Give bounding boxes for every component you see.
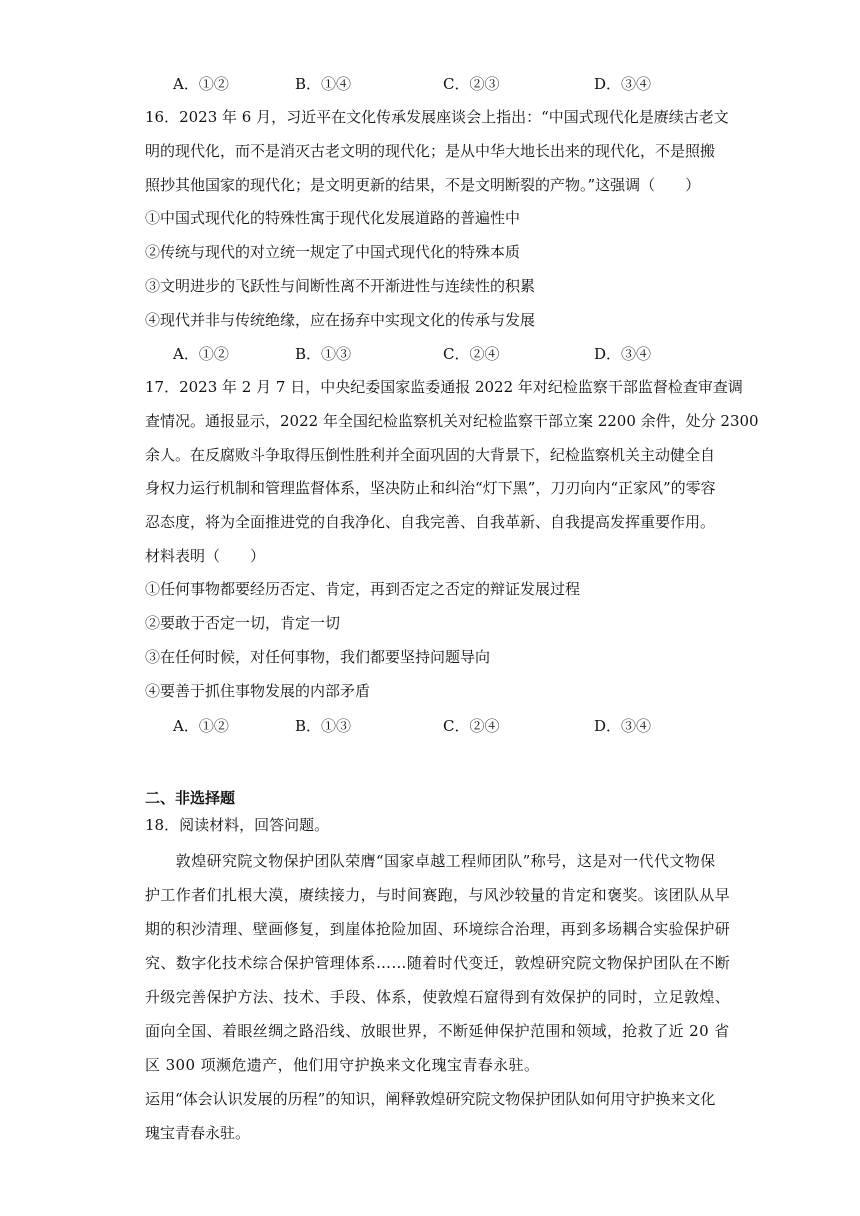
- q17-option-a[interactable]: A．①②: [173, 717, 229, 735]
- q16-statement-3: ③文明进步的飞跃性与间断性离不开渐进性与连续性的积累: [145, 277, 536, 295]
- q15-option-b[interactable]: B．①④: [295, 75, 352, 93]
- q18-question-line: 瑰宝青春永驻。: [145, 1124, 251, 1142]
- q17-stem-line: 忍态度，将为全面推进党的自我净化、自我完善、自我革新、自我提高发挥重要作用。: [145, 513, 716, 531]
- q16-stem-line: 照抄其他国家的现代化；是文明更新的结果，不是文明断裂的产物。”这强调（ ）: [145, 176, 701, 194]
- q17-stem-line: 材料表明（ ）: [145, 547, 266, 565]
- q15-option-a[interactable]: A．①②: [173, 75, 229, 93]
- q16-statement-1: ①中国式现代化的特殊性寓于现代化发展道路的普遍性中: [145, 209, 521, 227]
- q17-statement-1: ①任何事物都要经历否定、肯定，再到否定之否定的辩证发展过程: [145, 580, 581, 598]
- q17-stem-line: 余人。在反腐败斗争取得压倒性胜利并全面巩固的大背景下，纪检监察机关主动健全自: [145, 446, 716, 464]
- q16-stem-line: 16．2023 年 6 月，习近平在文化传承发展座谈会上指出：“中国式现代化是赓续古老文: [145, 108, 729, 126]
- q17-option-d[interactable]: D．③④: [594, 717, 652, 735]
- q17-statement-4: ④要善于抓住事物发展的内部矛盾: [145, 682, 371, 700]
- q15-option-c[interactable]: C．②③: [443, 75, 500, 93]
- q18-material-line: 面向全国、着眼丝绸之路沿线、放眼世界，不断延伸保护范围和领域，抢救了近 20 省: [145, 1022, 730, 1040]
- section-title: 二、非选择题: [145, 789, 236, 807]
- q17-stem-line: 17．2023 年 2 月 7 日，中央纪委国家监委通报 2022 年对纪检监察干部监督检查审查调: [145, 378, 743, 396]
- q17-stem-line: 身权力运行机制和管理监督体系，坚决防止和纠治“灯下黑”，刀刃向内“正家风”的零容: [145, 479, 716, 497]
- q16-statement-4: ④现代并非与传统绝缘，应在扬弃中实现文化的传承与发展: [145, 311, 536, 329]
- q17-statement-2: ②要敢于否定一切，肯定一切: [145, 614, 341, 632]
- q17-option-c[interactable]: C．②④: [443, 717, 500, 735]
- q17-options: [173, 715, 733, 735]
- q17-option-b[interactable]: B．①③: [295, 717, 352, 735]
- q18-material-line: 期的积沙清理、壁画修复，到崖体抢险加固、环境综合治理，再到多场耦合实验保护研: [145, 920, 731, 938]
- q18-material-line: 究、数字化技术综合保护管理体系……随着时代变迁，敦煌研究院文物保护团队在不断: [145, 954, 731, 972]
- q16-option-a[interactable]: A．①②: [173, 345, 229, 363]
- q16-stem-line: 明的现代化，而不是消灭古老文明的现代化；是从中华大地长出来的现代化，不是照搬: [145, 142, 716, 160]
- q18-material-line: 区 300 项濒危遗产，他们用守护换来文化瑰宝青春永驻。: [145, 1056, 540, 1074]
- q17-stem-line: 查情况。通报显示，2022 年全国纪检监察机关对纪检监察干部立案 2200 余件，处分 2300: [145, 412, 759, 430]
- q18-material-line: 升级完善保护方法、技术、手段、体系，使敦煌石窟得到有效保护的同时，立足敦煌、: [145, 988, 731, 1006]
- q17-statement-3: ③在任何时候，对任何事物，我们都要坚持问题导向: [145, 648, 491, 666]
- q18-material-line: 护工作者们扎根大漠，赓续接力，与时间赛跑，与风沙较量的肯定和褒奖。该团队从早: [145, 886, 731, 904]
- q16-option-b[interactable]: B．①③: [295, 345, 352, 363]
- q18-material-line: 敦煌研究院文物保护团队荣膺“国家卓越工程师团队”称号，这是对一代代文物保: [145, 852, 716, 870]
- q18-intro: 18．阅读材料，回答问题。: [145, 816, 330, 834]
- q15-option-d[interactable]: D．③④: [594, 75, 652, 93]
- q16-option-c[interactable]: C．②④: [443, 345, 500, 363]
- q18-question-line: 运用“体会认识发展的历程”的知识，阐释敦煌研究院文物保护团队如何用守护换来文化: [145, 1090, 716, 1108]
- q15-options: [173, 73, 733, 93]
- q16-statement-2: ②传统与现代的对立统一规定了中国式现代化的特殊本质: [145, 243, 521, 261]
- q16-options: [173, 343, 733, 363]
- q16-option-d[interactable]: D．③④: [594, 345, 652, 363]
